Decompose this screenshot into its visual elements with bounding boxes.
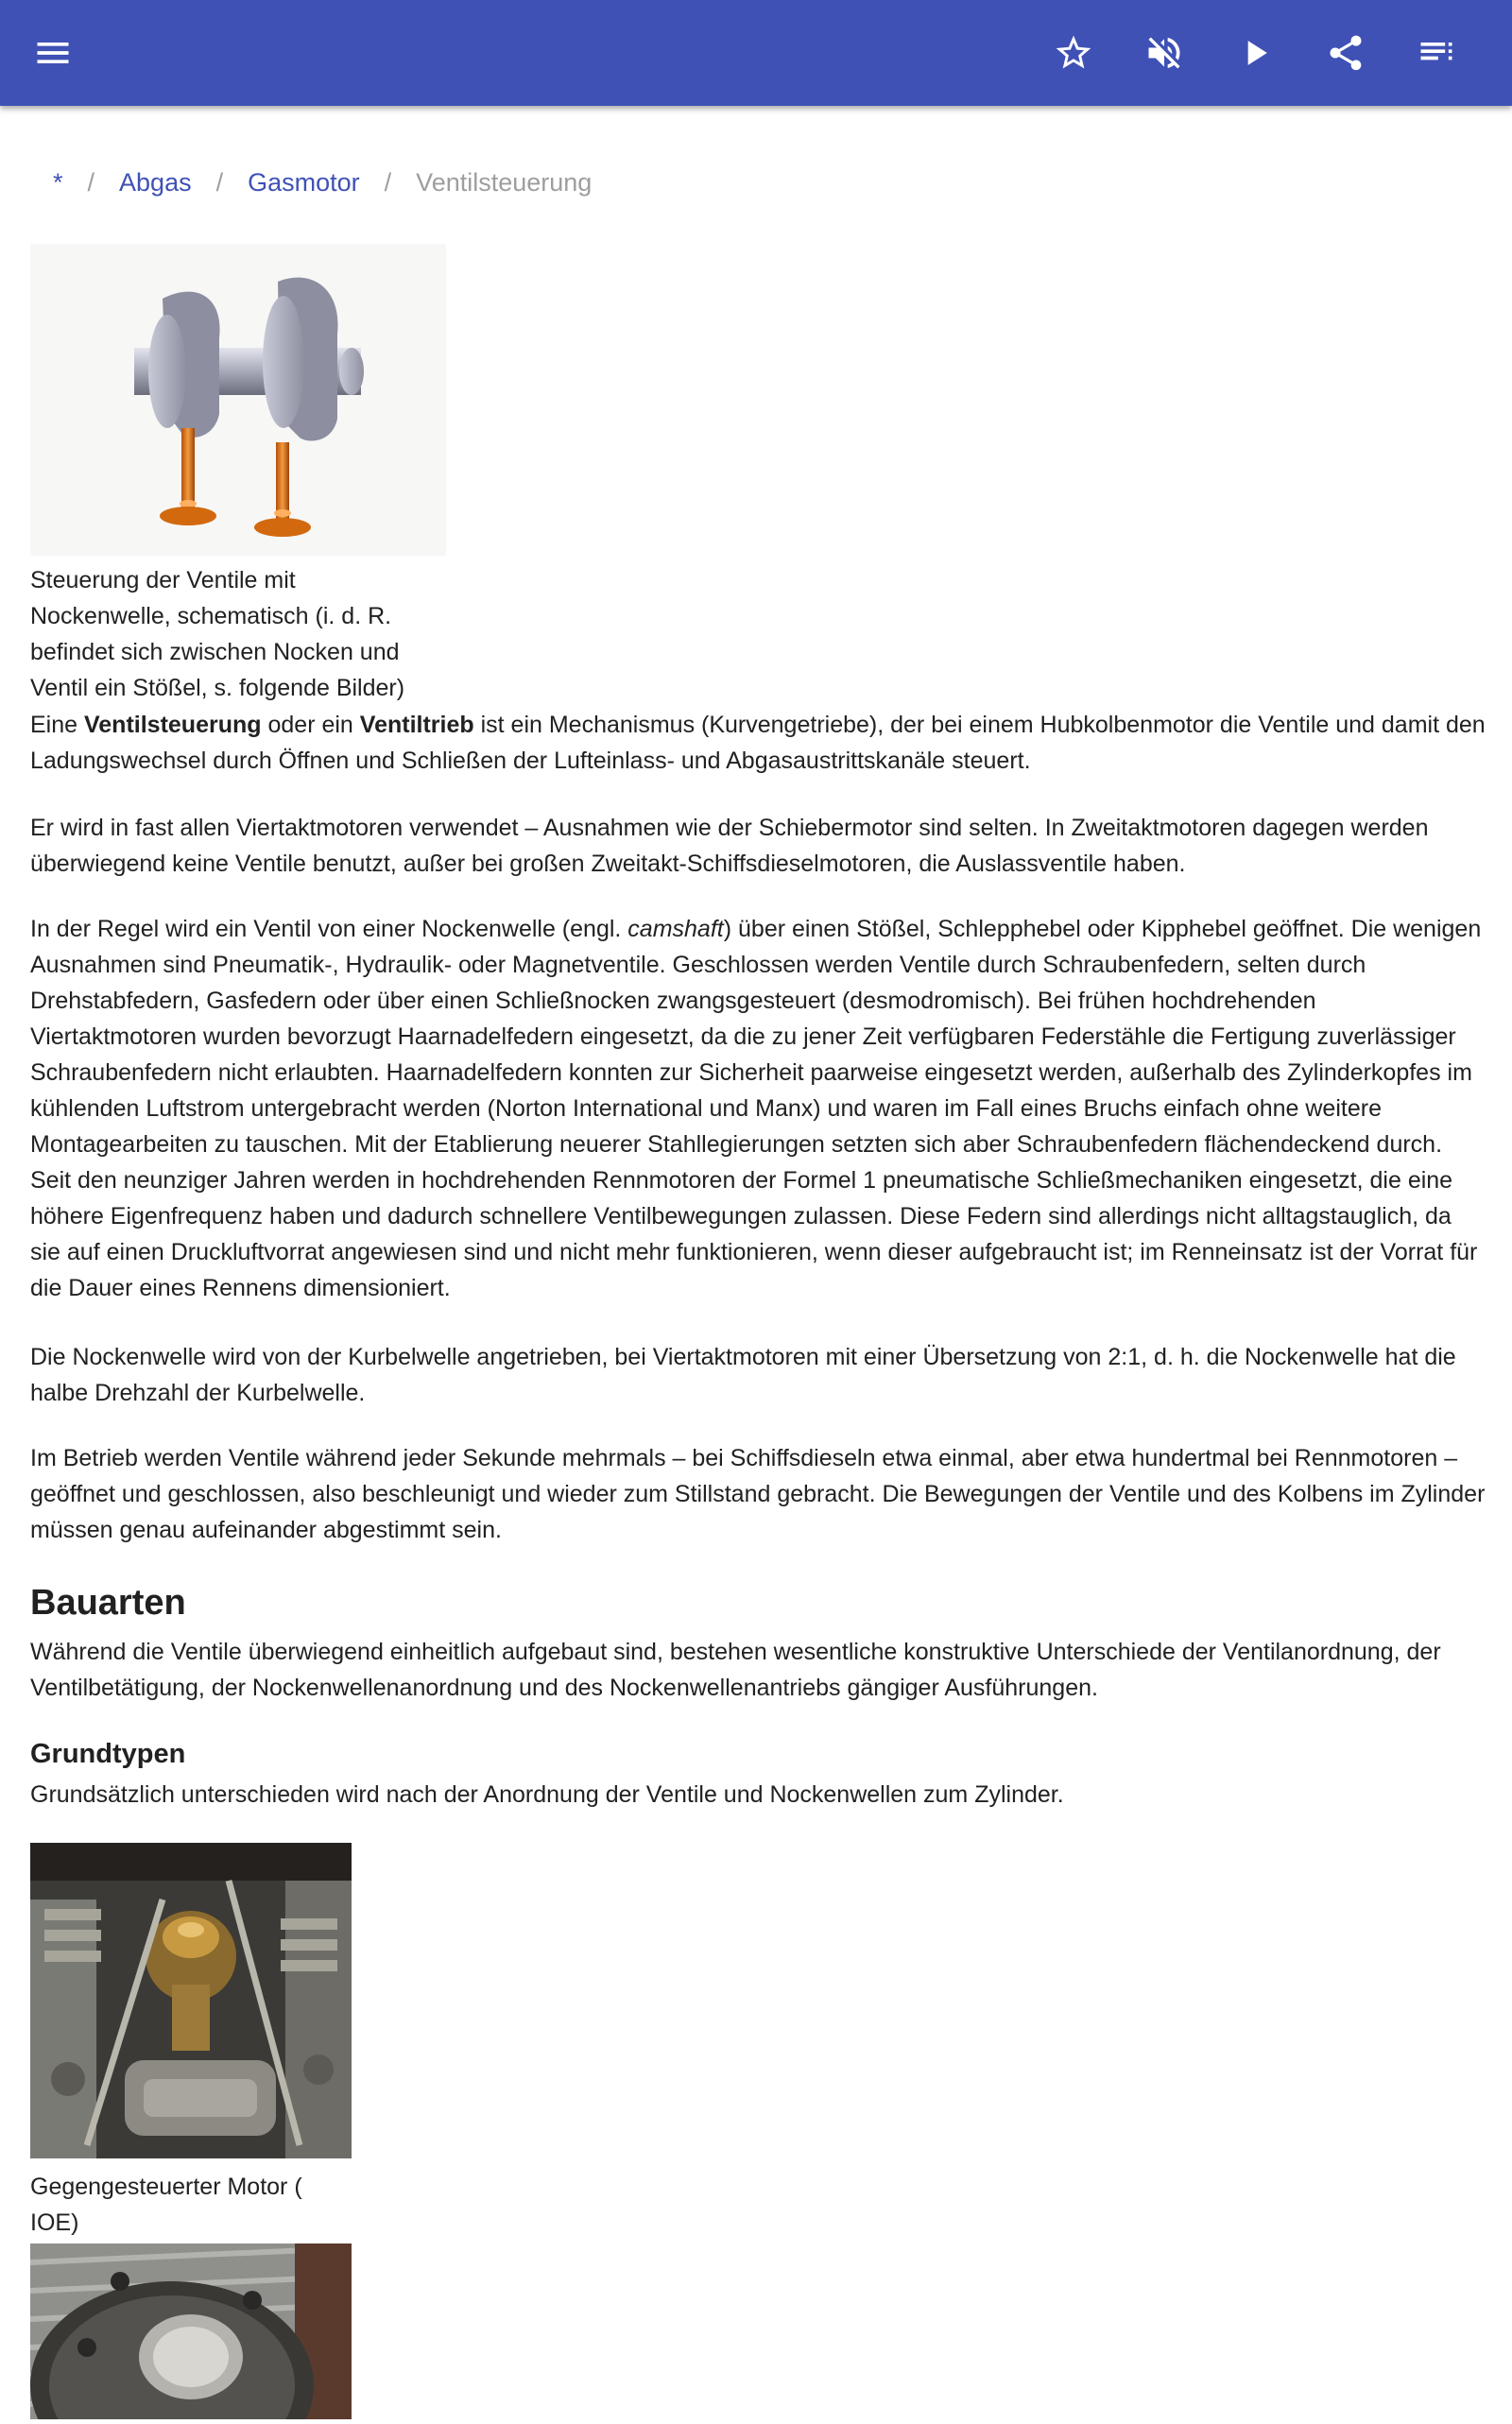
breadcrumb-separator: / xyxy=(215,168,224,197)
contents-button[interactable] xyxy=(1408,25,1465,81)
text: In der Regel wird ein Ventil von einer Nockenwelle (engl. xyxy=(30,916,628,942)
app-bar xyxy=(0,0,1512,106)
figure-ioe-engine xyxy=(30,1843,352,2241)
paragraph-intro xyxy=(30,707,1486,779)
paragraph: Im Betrieb werden Ventile während jeder Sekunde mehrmals – bei Schiffsdieseln etwa einmal, aber etwa hundertmal bei Rennmotoren – geöffnet und geschlossen, also beschleunigt und wieder zum Stillstand gebracht. Die Bewegungen der Ventile und des Kolbens im Zylinder müssen genau aufeinander abgestimmt sein. xyxy=(30,1445,1486,1543)
paragraph: Die Nockenwelle wird von der Kurbelwelle angetrieben, bei Viertaktmotoren mit einer Übersetzung von 2:1, d. h. die Nockenwelle hat die halbe Drehzahl der Kurbelwelle. xyxy=(30,1344,1456,1406)
ioe-engine-photo[interactable] xyxy=(30,1843,352,2158)
text: ist ein Mechanismus (Kurvengetriebe), der bei einem Hubkolbenmotor die Ventile und damit den Ladungswechsel durch Öffnen und Schließen der Lufteinlass- und Abgasaustrittskanäle steuert. xyxy=(30,712,1486,774)
figure-cylinder-head xyxy=(30,2243,352,2424)
menu-icon xyxy=(32,32,74,74)
breadcrumb-separator: / xyxy=(384,168,392,197)
breadcrumb-home-link[interactable]: * xyxy=(53,168,63,197)
breadcrumb xyxy=(53,168,592,198)
section-heading-bauarten: Bauarten xyxy=(30,1583,186,1623)
bookmark-button[interactable] xyxy=(1045,25,1102,81)
figure-caption: Steuerung der Ventile mit Nockenwelle, schematisch (i. d. R. befindet sich zwischen Nocken und Ventil ein Stößel, s. folgende Bilder) xyxy=(30,567,405,701)
term-camshaft: camshaft xyxy=(627,916,724,942)
mute-button[interactable] xyxy=(1136,25,1193,81)
figure-caption: Gegengesteuerter Motor ( IOE) xyxy=(30,2174,302,2236)
breadcrumb-link-gasmotor[interactable]: Gasmotor xyxy=(248,168,360,197)
term-ventilsteuerung: Ventilsteuerung xyxy=(83,712,262,738)
figure-camshaft xyxy=(30,244,446,706)
text: Eine xyxy=(30,712,84,738)
menu-button[interactable] xyxy=(25,25,81,81)
playlist-icon xyxy=(1416,32,1457,74)
paragraph: Er wird in fast allen Viertaktmotoren verwendet – Ausnahmen wie der Schiebermotor sind selten. In Zweitaktmotoren dagegen werden überwiegend keine Ventile benutzt, außer bei großen Zweitakt-Schiffsdieselmotoren, die Auslassventile haben. xyxy=(30,815,1429,877)
breadcrumb-separator: / xyxy=(87,168,95,197)
cylinder-head-photo[interactable] xyxy=(30,2243,352,2419)
paragraph: Grundsätzlich unterschieden wird nach der Anordnung der Ventile und Nockenwellen zum Zylinder. xyxy=(30,1781,1064,1808)
volume-off-icon xyxy=(1143,32,1185,74)
term-ventiltrieb: Ventiltrieb xyxy=(359,712,474,738)
star-icon xyxy=(1053,32,1094,74)
paragraph: Während die Ventile überwiegend einheitlich aufgebaut sind, bestehen wesentliche konstruktive Unterschiede der Ventilanordnung, der Ventilbetätigung, der Nockenwellenanordnung und des Nockenwellenantriebs gängiger Ausführungen. xyxy=(30,1639,1441,1701)
play-icon xyxy=(1234,32,1276,74)
breadcrumb-link-abgas[interactable]: Abgas xyxy=(119,168,192,197)
section-heading-grundtypen: Grundtypen xyxy=(30,1739,186,1769)
share-icon xyxy=(1325,32,1366,74)
share-button[interactable] xyxy=(1317,25,1374,81)
paragraph xyxy=(30,911,1486,1306)
breadcrumb-current: Ventilsteuerung xyxy=(416,168,593,197)
play-button[interactable] xyxy=(1227,25,1283,81)
text: ) über einen Stößel, Schlepphebel oder Kipphebel geöffnet. Die wenigen Ausnahmen sind Pneumatik-, Hydraulik- oder Magnetventile. Geschlossen werden Ventile durch Schraubenfedern, selten durch Drehstabfedern, Gasfedern oder über einen Schließnocken zwangsgesteuert (desmodromisch). Bei frühen hochdrehenden Viertaktmotoren wurden bevorzugt Haarnadelfedern eingesetzt, da die zu jener Zeit verfügbaren Federstähle die Fertigung zuverlässiger Schraubenfedern nicht erlaubten. Haarnadelfedern konnten zur Sicherheit paarweise eingesetzt werden, außerhalb des Zylinderkopfes im kühlenden Luftstrom untergebracht werden (Norton International und Manx) und waren im Fall eines Bruchs einfach ohne weitere Montagearbeiten zu tauschen. Mit der Etablierung neuerer Stahllegierungen setzten sich aber Schraubenfedern flächendeckend durch. Seit den neunziger Jahren werden in hochdrehenden Rennmotoren der Formel 1 pneumatische Schließmechaniken eingesetzt, die eine höhere Eigenfrequenz haben und dadurch schnellere Ventilbewegungen zulassen. Diese Federn sind allerdings nicht alltagstauglich, da sie auf einen Druckluftvorrat angewiesen sind und nicht mehr funktionieren, wenn dieser aufgebraucht ist; im Renneinsatz ist der Vorrat für die Dauer eines Rennens dimensioniert. xyxy=(30,916,1482,1301)
text: oder ein xyxy=(261,712,360,738)
camshaft-image[interactable] xyxy=(30,244,446,556)
